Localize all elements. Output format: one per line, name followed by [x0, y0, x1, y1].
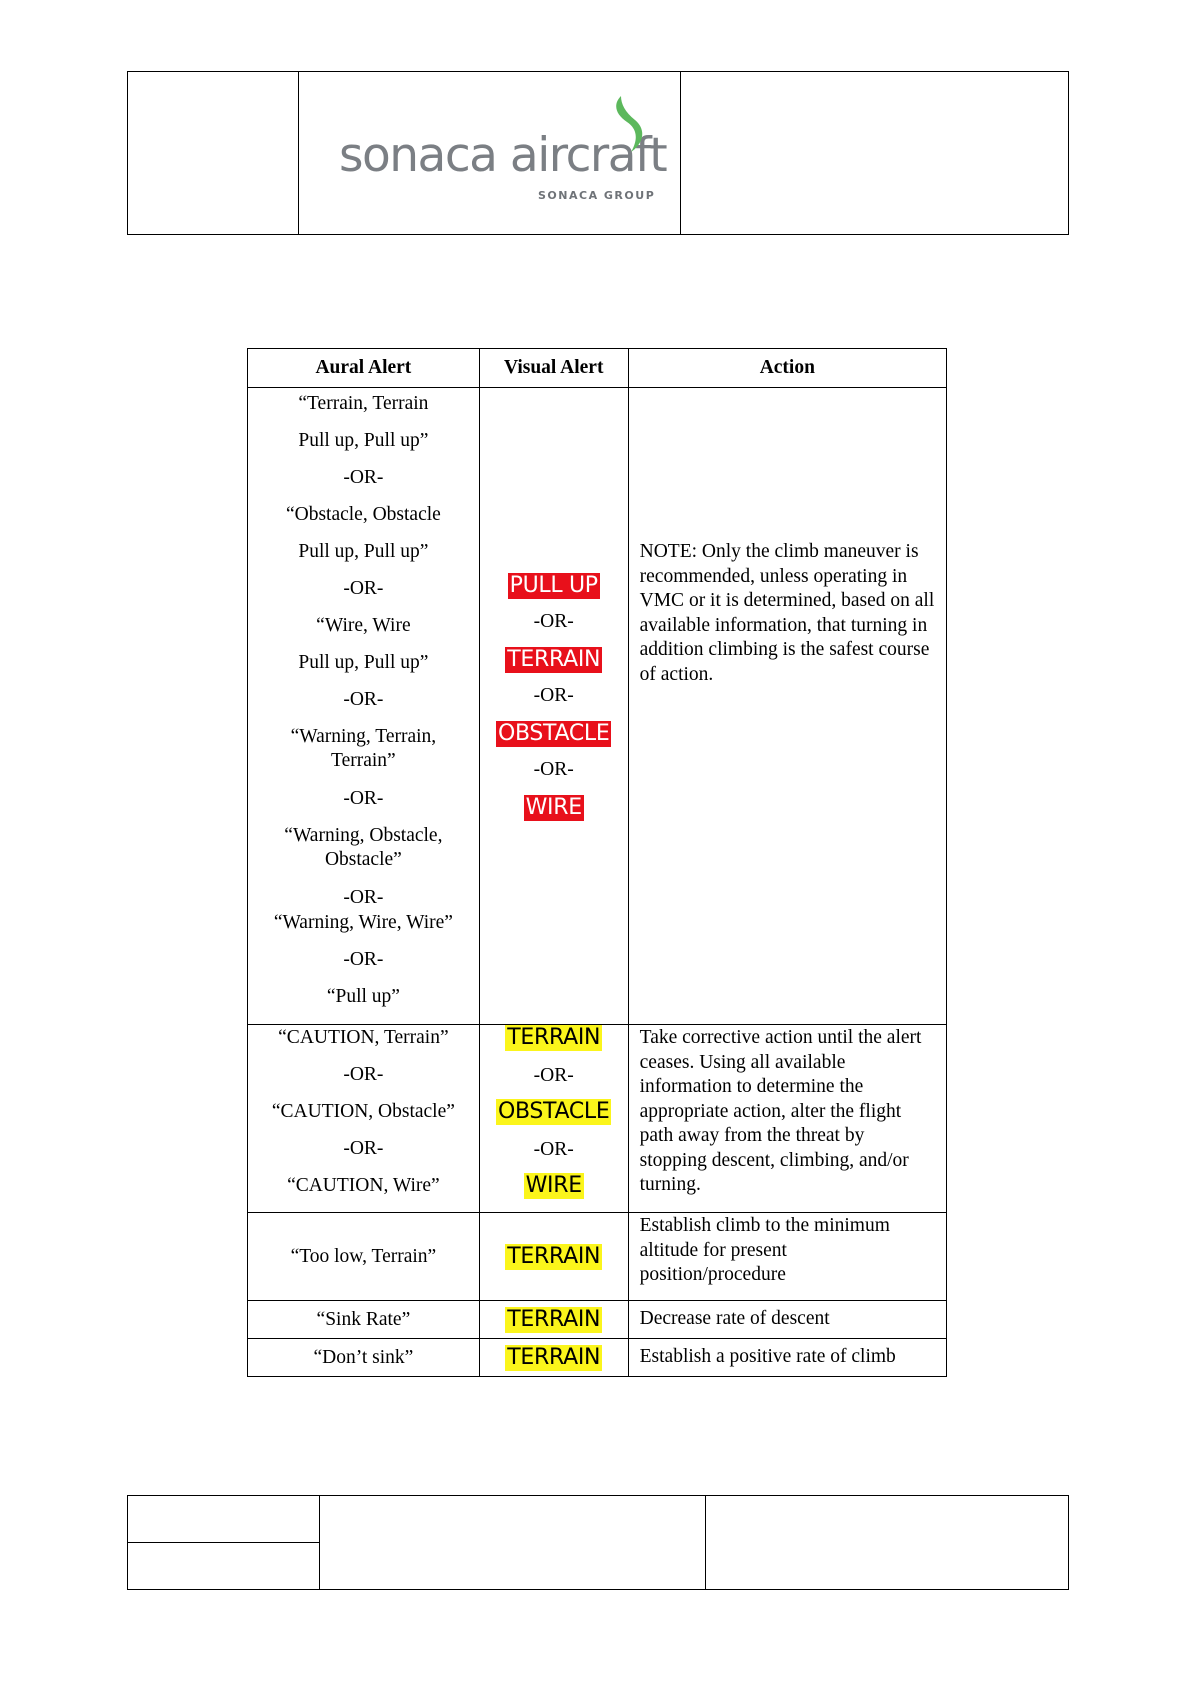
header-cell-logo — [299, 72, 681, 234]
aural-line: -OR- — [343, 689, 384, 710]
aural-alert-cell — [248, 1213, 480, 1301]
action-text: Decrease rate of descent — [639, 1308, 830, 1330]
action-text: NOTE: Only the climb maneuver is recommended, unless operating in VMC or it is determined, based on all available information, that turning in addition climbing is the safest course of action. — [639, 541, 935, 685]
action-cell — [628, 388, 946, 1025]
header-cell-right — [681, 72, 1068, 234]
aural-line: “CAUTION, Obstacle” — [271, 1101, 455, 1122]
aural-line: “Warning, Obstacle, Obstacle” — [284, 825, 443, 870]
terrain-caution-tag: TERRAIN — [507, 1306, 601, 1332]
footer-cell-middle — [320, 1496, 706, 1589]
action-text: Establish a positive rate of climb — [639, 1346, 896, 1368]
or-separator: -OR- — [533, 759, 574, 780]
aural-alert-cell — [248, 388, 480, 1025]
aural-line: Pull up, Pull up” — [298, 430, 429, 451]
aural-line: “Pull up” — [326, 986, 400, 1007]
aural-line: -OR- — [343, 1138, 384, 1159]
terrain-warning-tag: TERRAIN — [507, 647, 601, 672]
aural-line: -OR- — [343, 788, 384, 809]
aural-line: “Don’t sink” — [313, 1346, 414, 1368]
aural-alert-cell — [248, 1025, 480, 1213]
or-separator: -OR- — [533, 1065, 574, 1086]
logo-group-label: SONACA GROUP — [538, 189, 656, 202]
logo-swoosh-icon — [607, 94, 647, 156]
footer-cell-left-top — [128, 1496, 319, 1542]
aural-line: “Too low, Terrain” — [290, 1245, 437, 1267]
visual-alert-cell — [479, 1213, 628, 1301]
document-footer — [127, 1495, 1069, 1590]
aural-alert-cell — [248, 1301, 480, 1339]
action-text: Establish climb to the minimum altitude for present position/procedure — [639, 1215, 890, 1285]
aural-line: -OR- — [343, 578, 384, 599]
visual-alert-cell — [479, 388, 628, 1025]
aural-line: “Warning, Terrain, Terrain” — [290, 726, 437, 771]
terrain-caution-tag: TERRAIN — [507, 1025, 601, 1050]
action-cell — [628, 1025, 946, 1213]
pull-up-warning-tag: PULL UP — [509, 573, 598, 598]
document-header — [127, 71, 1069, 235]
aural-alert-cell — [248, 1339, 480, 1377]
aural-line: “CAUTION, Terrain” — [278, 1027, 449, 1048]
wire-caution-tag: WIRE — [525, 1173, 582, 1198]
action-cell — [628, 1213, 946, 1301]
wire-warning-tag: WIRE — [525, 795, 582, 820]
logo-wordmark: sonaca aircraft — [339, 128, 667, 183]
terrain-caution-tag: TERRAIN — [507, 1243, 601, 1269]
aural-line: “Terrain, Terrain — [298, 393, 429, 414]
obstacle-caution-tag: OBSTACLE — [497, 1099, 610, 1124]
aural-line: “Sink Rate” — [316, 1308, 411, 1330]
visual-alert-cell — [479, 1025, 628, 1213]
table-header-row — [248, 349, 947, 388]
column-header-action: Action — [628, 349, 946, 388]
aural-line: Pull up, Pull up” — [298, 541, 429, 562]
aural-line: -OR- — [343, 467, 384, 488]
or-separator: -OR- — [533, 685, 574, 706]
action-cell — [628, 1301, 946, 1339]
obstacle-warning-tag: OBSTACLE — [497, 721, 610, 746]
or-separator: -OR- — [533, 1139, 574, 1160]
footer-cell-left — [128, 1496, 320, 1589]
footer-cell-left-bottom — [128, 1542, 319, 1589]
aural-line: “Wire, Wire — [316, 615, 411, 636]
header-cell-left — [128, 72, 299, 234]
column-header-aural: Aural Alert — [248, 349, 480, 388]
aural-line: -OR- — [343, 1064, 384, 1085]
footer-cell-right — [706, 1496, 1068, 1589]
aural-line: -OR- — [343, 887, 384, 908]
aural-line: “CAUTION, Wire” — [287, 1175, 440, 1196]
table-row — [248, 1339, 947, 1377]
visual-alert-cell — [479, 1301, 628, 1339]
action-text: Take corrective action until the alert ceases. Using all available information to determine the appropriate action, alter the flight path away from the threat by stopping descent, climbing, and/or turning. — [639, 1027, 922, 1195]
column-header-visual: Visual Alert — [479, 349, 628, 388]
table-row — [248, 1213, 947, 1301]
alert-table — [247, 348, 947, 1377]
table-row — [248, 388, 947, 1025]
or-separator: -OR- — [533, 611, 574, 632]
table-row — [248, 1025, 947, 1213]
aural-line: Pull up, Pull up” — [298, 652, 429, 673]
visual-alert-cell — [479, 1339, 628, 1377]
sonaca-aircraft-logo — [339, 94, 667, 214]
aural-line: -OR- — [343, 949, 384, 970]
terrain-caution-tag: TERRAIN — [507, 1344, 601, 1370]
aural-line: “Obstacle, Obstacle — [285, 504, 441, 525]
table-row — [248, 1301, 947, 1339]
action-cell — [628, 1339, 946, 1377]
aural-line: “Warning, Wire, Wire” — [273, 912, 453, 933]
